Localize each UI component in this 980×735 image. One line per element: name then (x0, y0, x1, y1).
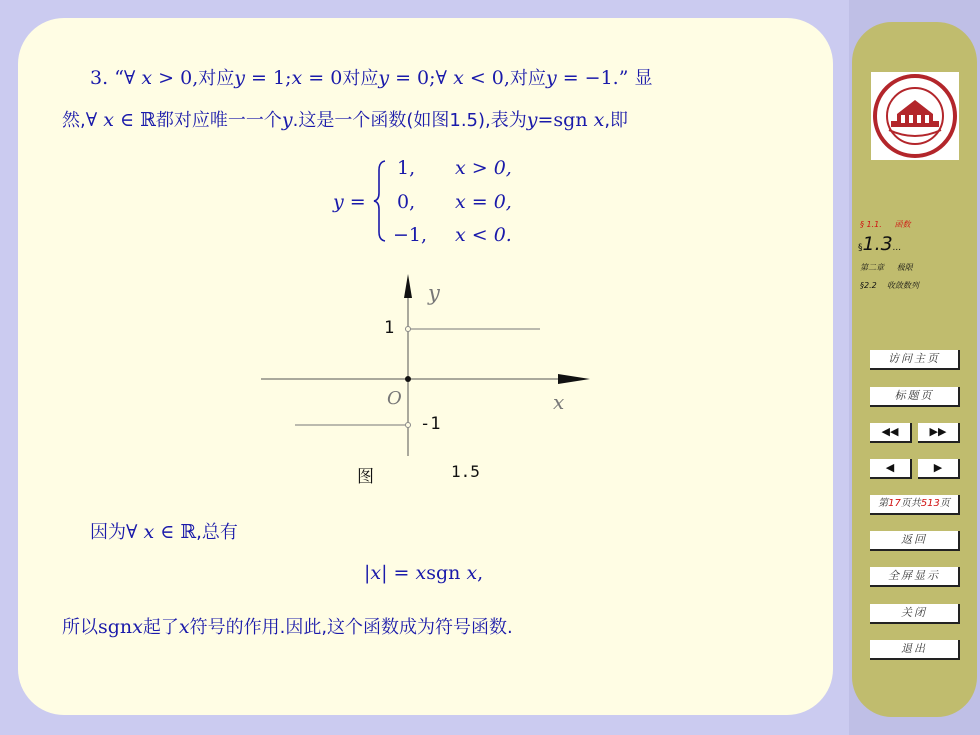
page-prefix: 第 (878, 498, 889, 509)
origin-point (405, 376, 411, 382)
section-link-2-2[interactable] (860, 280, 919, 291)
math-y: y (545, 67, 557, 89)
total-page-number: 513 (920, 498, 940, 509)
x-axis-arrow (558, 374, 590, 384)
item-number: 3. (90, 67, 109, 89)
current-page-number: 17 (888, 498, 901, 509)
math-cond: < 0, (463, 67, 510, 89)
formula-row-2-condition: x = 0, (455, 191, 512, 213)
text-cn: 对应 (342, 68, 379, 89)
math-sgn: sgn (98, 616, 133, 638)
section-prefix: § (858, 243, 863, 253)
chapter-title: 极限 (896, 263, 913, 272)
text-cn: ,总有 (196, 522, 238, 543)
fullscreen-button[interactable]: 全屏显示 (870, 567, 960, 587)
figure-caption-cn: 图 (357, 467, 374, 487)
left-brace (373, 160, 387, 242)
paragraph-1-line-2 (62, 106, 628, 132)
open-point-bottom (406, 423, 411, 428)
figure-caption-number: 1.5 (451, 462, 480, 481)
next-page-button[interactable]: ▶ (918, 459, 960, 479)
math-y: y (281, 109, 293, 131)
text-cn: 所以 (62, 617, 98, 638)
text-cn: 然, (62, 110, 86, 131)
text-cn: .这是一个函数(如图1.5),表为 (292, 110, 527, 131)
quit-button[interactable]: 退出 (870, 640, 960, 660)
math-eq: = 1; (245, 67, 292, 89)
math-forall: ∀ (85, 109, 98, 131)
math-x: x (178, 616, 190, 638)
formula-row-1-value: 1, (397, 157, 416, 179)
math-eq: = 0;∀ (389, 67, 448, 89)
math-x: x (103, 109, 114, 131)
math-forall: ∀ (126, 521, 138, 543)
y-axis-label: y (428, 281, 440, 305)
math-in-reals: ∈ ℝ (154, 521, 197, 543)
page-mid-text: 页共 (900, 498, 921, 509)
section-link-1-1[interactable] (860, 219, 911, 230)
home-page-button[interactable]: 访问主页 (870, 350, 960, 370)
text-cn: 都对应唯一一个 (155, 110, 282, 131)
text-cn: 起了 (142, 617, 179, 638)
y-axis-arrow (404, 274, 412, 298)
university-logo (871, 72, 959, 160)
section-number: 1.3 (862, 233, 893, 255)
section-title: 函数 (894, 220, 911, 229)
math-x: x (132, 616, 143, 638)
text-cn: 对应 (198, 68, 235, 89)
x-axis-label: x (553, 390, 565, 414)
math-eq: = −1.” (556, 67, 629, 89)
page-indicator (870, 495, 960, 515)
math-x: x (141, 67, 153, 89)
title-page-button[interactable]: 标题页 (870, 387, 960, 407)
math-eq: = 0 (302, 67, 343, 89)
math-x: x (291, 67, 303, 89)
abs-value-formula: |x| = xsgn x, (364, 562, 484, 584)
paragraph-3 (62, 613, 513, 639)
text-cn: 符号的作用.因此,这个函数成为符号函数. (189, 617, 513, 638)
section-ellipsis: ... (892, 243, 902, 253)
previous-page-button[interactable]: ◀ (870, 459, 912, 479)
formula-row-3-condition: x < 0. (455, 224, 512, 246)
paragraph-1-line-1 (90, 64, 652, 90)
first-page-button[interactable]: ◀◀ (870, 423, 912, 443)
paragraph-2 (90, 518, 238, 544)
section-link-1-3[interactable] (858, 233, 901, 255)
back-button[interactable]: 返回 (870, 531, 960, 551)
text-cn: 对应 (509, 68, 546, 89)
chapter-number: 第二章 (860, 263, 884, 272)
math-in-reals: ∈ ℝ (113, 109, 156, 131)
open-point-top (406, 327, 411, 332)
formula-row-1-condition: x > 0, (455, 157, 512, 179)
math-y: y (526, 109, 538, 131)
close-button[interactable]: 关闭 (870, 604, 960, 624)
section-prefix: § 1.1. (860, 220, 882, 229)
formula-row-2-value: 0, (397, 191, 416, 213)
page-suffix: 页 (939, 498, 950, 509)
math-sgn: =sgn (537, 109, 594, 131)
section-prefix: §2.2 (860, 281, 877, 290)
text-cn: 显 (634, 68, 653, 89)
section-title: 收敛数列 (886, 281, 919, 290)
last-page-button[interactable]: ▶▶ (918, 423, 960, 443)
math-x: x (453, 67, 464, 89)
text-cn: 因为 (90, 522, 126, 543)
math-y: y (378, 67, 390, 89)
math-x: x (143, 521, 155, 543)
tick-label-one: 1 (384, 318, 395, 338)
origin-label: O (387, 388, 402, 409)
sign-function-graph (255, 268, 595, 468)
open-quote-forall: “∀ (114, 67, 136, 89)
formula-row-3-value: −1, (393, 224, 428, 246)
chapter-link[interactable] (860, 262, 913, 273)
formula-lhs: y = (333, 191, 366, 213)
math-y: y (234, 67, 246, 89)
math-x: x (593, 109, 605, 131)
text-cn: ,即 (604, 110, 629, 131)
math-cond: > 0, (152, 67, 199, 89)
tick-label-minus-one: -1 (420, 414, 441, 434)
